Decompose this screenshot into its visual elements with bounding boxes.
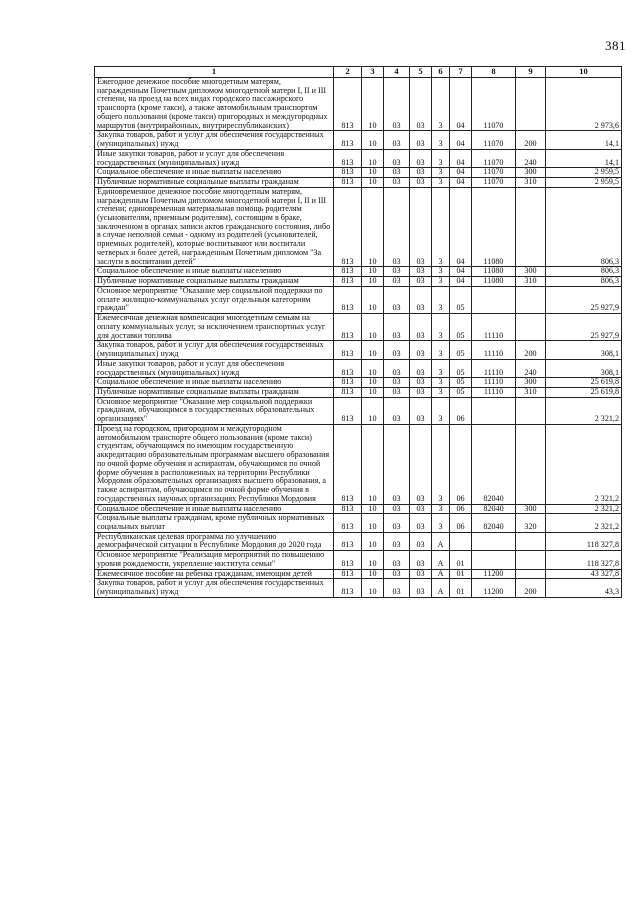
cell-expense-type [516,532,546,550]
cell-expense-type: 240 [516,149,546,167]
cell-section: 10 [362,277,384,287]
cell-direction: 11110 [472,387,516,397]
cell-section: 10 [362,397,384,424]
cell-section: 10 [362,532,384,550]
cell-subsection: 03 [384,314,410,341]
column-header: 10 [546,67,622,78]
cell-subsection: 03 [384,341,410,359]
cell-admin-code: 813 [334,551,362,569]
cell-amount: 806,3 [546,277,622,287]
cell-amount: 118 327,8 [546,551,622,569]
cell-program: 03 [410,131,432,149]
cell-direction: 11080 [472,267,516,277]
cell-subsection: 03 [384,187,410,267]
cell-admin-code: 813 [334,504,362,514]
cell-admin-code: 813 [334,387,362,397]
cell-section: 10 [362,424,384,504]
cell-section: 10 [362,387,384,397]
cell-subprogram: 3 [432,424,450,504]
cell-measure: 04 [450,267,472,277]
cell-expense-type [516,397,546,424]
cell-subsection: 03 [384,569,410,579]
row-description: Основное мероприятие "Оказание мер социальной поддержки гражданам, обучающимся в государственных образовательных организациях" [95,397,334,424]
cell-subprogram: 3 [432,131,450,149]
cell-amount: 308,1 [546,341,622,359]
cell-direction: 11110 [472,341,516,359]
row-description: Социальное обеспечение и иные выплаты населению [95,168,334,178]
cell-section: 10 [362,187,384,267]
cell-direction [472,286,516,313]
column-header: 5 [410,67,432,78]
cell-program: 03 [410,532,432,550]
cell-section: 10 [362,579,384,597]
cell-subsection: 03 [384,504,410,514]
cell-measure: 01 [450,569,472,579]
cell-subsection: 03 [384,532,410,550]
cell-measure: 01 [450,579,472,597]
cell-expense-type: 310 [516,277,546,287]
cell-program: 03 [410,359,432,377]
cell-subprogram: 3 [432,314,450,341]
cell-program: 03 [410,341,432,359]
cell-subsection: 03 [384,131,410,149]
cell-direction: 11080 [472,187,516,267]
row-description: Ежегодное денежное пособие многодетным матерям, награжденным Почетным дипломом многодетной матери I, II и III степени, на проезд на всех видах городского пассажирского транспорта (кроме такси), а также автомобильным транспортом общего пользования (кроме такси) пригородных и междугородных маршрутов (внутрирайонных, внутриреспубликанских) [95,78,334,131]
table-row [95,178,622,188]
cell-direction [472,397,516,424]
column-header: 7 [450,67,472,78]
cell-amount: 308,1 [546,359,622,377]
cell-admin-code: 813 [334,569,362,579]
cell-subsection: 03 [384,579,410,597]
row-description: Ежемесячная денежная компенсация многодетным семьям на оплату коммунальных услуг, за исключением транспортных услуг для доставки топлива [95,314,334,341]
row-description: Закупка товаров, работ и услуг для обеспечения государственных (муниципальных) нужд [95,341,334,359]
cell-direction: 11070 [472,149,516,167]
cell-measure: 06 [450,397,472,424]
cell-direction: 11070 [472,78,516,131]
cell-direction: 11110 [472,359,516,377]
cell-program: 03 [410,569,432,579]
cell-direction: 11110 [472,378,516,388]
cell-admin-code: 813 [334,78,362,131]
cell-section: 10 [362,341,384,359]
cell-section: 10 [362,131,384,149]
cell-admin-code: 813 [334,267,362,277]
cell-measure: 04 [450,78,472,131]
cell-subprogram: 3 [432,78,450,131]
table-row [95,78,622,131]
cell-admin-code: 813 [334,168,362,178]
cell-amount: 43 327,8 [546,569,622,579]
cell-admin-code: 813 [334,286,362,313]
cell-direction: 11080 [472,277,516,287]
row-description: Основное мероприятие "Реализация мероприятий по повышению уровня рождаемости, укрепление института семьи" [95,551,334,569]
cell-expense-type [516,424,546,504]
row-description: Публичные нормативные социальные выплаты гражданам [95,387,334,397]
row-description: Иные закупки товаров, работ и услуг для обеспечения государственных (муниципальных) нужд [95,149,334,167]
cell-admin-code: 813 [334,149,362,167]
cell-section: 10 [362,267,384,277]
cell-measure: 04 [450,131,472,149]
cell-expense-type: 300 [516,267,546,277]
row-description: Единовременное денежное пособие многодетным матерям, награжденным Почетным дипломом многодетной матери I, II и III степени; единовременная материальная помощь родителям (усыновителям, приемным родителям), состоящим в браке, заключенном в органах записи актов гражданского состояния, либо в случае неполной семьи - одному из родителей (усыновителей, приемных родителей), которые воспитывают или воспитали четверых и более детей, награжденным Почетным дипломом "За заслуги в воспитании детей" [95,187,334,267]
cell-admin-code: 813 [334,532,362,550]
cell-measure: 04 [450,178,472,188]
cell-program: 03 [410,387,432,397]
cell-subprogram: 3 [432,277,450,287]
cell-measure: 04 [450,168,472,178]
cell-expense-type: 310 [516,387,546,397]
cell-direction [472,551,516,569]
table-row [95,397,622,424]
cell-expense-type [516,286,546,313]
cell-expense-type: 240 [516,359,546,377]
cell-amount: 118 327,8 [546,532,622,550]
cell-subprogram: 3 [432,397,450,424]
cell-subprogram: 3 [432,514,450,532]
cell-section: 10 [362,149,384,167]
cell-program: 03 [410,78,432,131]
cell-measure: 05 [450,359,472,377]
cell-direction: 11070 [472,168,516,178]
table-row [95,579,622,597]
cell-subprogram: А [432,532,450,550]
cell-program: 03 [410,424,432,504]
cell-amount: 14,1 [546,149,622,167]
cell-measure: 05 [450,314,472,341]
cell-amount: 25 927,9 [546,314,622,341]
cell-section: 10 [362,168,384,178]
cell-amount: 806,3 [546,267,622,277]
table-row [95,277,622,287]
cell-admin-code: 813 [334,397,362,424]
row-description: Ежемесячное пособие на ребенка гражданам, имеющим детей [95,569,334,579]
cell-amount: 2 321,2 [546,504,622,514]
table-row [95,387,622,397]
row-description: Закупка товаров, работ и услуг для обеспечения государственных (муниципальных) нужд [95,579,334,597]
table-row [95,424,622,504]
cell-subprogram: 3 [432,178,450,188]
row-description: Республиканская целевая программа по улучшению демографической ситуации в Республике Мордовия до 2020 года [95,532,334,550]
cell-subsection: 03 [384,551,410,569]
page-number: 381 [605,38,626,53]
cell-subprogram: 3 [432,267,450,277]
cell-subsection: 03 [384,514,410,532]
cell-subprogram: 3 [432,149,450,167]
cell-direction: 82040 [472,424,516,504]
cell-measure: 06 [450,514,472,532]
row-description: Социальные выплаты гражданам, кроме публичных нормативных социальных выплат [95,514,334,532]
cell-section: 10 [362,178,384,188]
row-description: Социальное обеспечение и иные выплаты населению [95,504,334,514]
column-header: 3 [362,67,384,78]
cell-subprogram: 3 [432,286,450,313]
cell-subsection: 03 [384,78,410,131]
cell-program: 03 [410,551,432,569]
cell-subprogram: 3 [432,341,450,359]
cell-admin-code: 813 [334,378,362,388]
cell-measure: 04 [450,149,472,167]
column-header: 6 [432,67,450,78]
row-description: Публичные нормативные социальные выплаты гражданам [95,277,334,287]
column-header: 9 [516,67,546,78]
cell-subsection: 03 [384,387,410,397]
row-description: Закупка товаров, работ и услуг для обеспечения государственных (муниципальных) нужд [95,131,334,149]
cell-subsection: 03 [384,168,410,178]
cell-expense-type [516,314,546,341]
cell-measure: 05 [450,341,472,359]
cell-amount: 2 321,2 [546,424,622,504]
cell-program: 03 [410,504,432,514]
row-description: Основное мероприятие "Оказание мер социальной поддержки по оплате жилищно-коммунальных услуг отдельным категориям граждан" [95,286,334,313]
cell-program: 03 [410,187,432,267]
cell-expense-type: 310 [516,178,546,188]
cell-subsection: 03 [384,424,410,504]
cell-measure: 01 [450,551,472,569]
cell-expense-type [516,78,546,131]
cell-amount: 25 619,8 [546,387,622,397]
budget-table [94,66,622,598]
column-header: 2 [334,67,362,78]
row-description: Публичные нормативные социальные выплаты гражданам [95,178,334,188]
cell-program: 03 [410,178,432,188]
cell-program: 03 [410,286,432,313]
cell-program: 03 [410,397,432,424]
cell-subsection: 03 [384,397,410,424]
column-header: 1 [95,67,334,78]
cell-expense-type: 300 [516,168,546,178]
cell-admin-code: 813 [334,579,362,597]
cell-measure: 04 [450,187,472,267]
table-row [95,551,622,569]
cell-expense-type: 320 [516,514,546,532]
cell-direction: 11110 [472,314,516,341]
cell-amount: 2 959,5 [546,178,622,188]
cell-section: 10 [362,514,384,532]
cell-admin-code: 813 [334,514,362,532]
cell-expense-type: 200 [516,579,546,597]
cell-program: 03 [410,514,432,532]
cell-measure: 05 [450,378,472,388]
cell-section: 10 [362,504,384,514]
cell-amount: 2 321,2 [546,397,622,424]
column-header: 8 [472,67,516,78]
cell-direction: 11200 [472,579,516,597]
cell-expense-type: 200 [516,341,546,359]
cell-amount: 14,1 [546,131,622,149]
cell-admin-code: 813 [334,341,362,359]
table-row [95,341,622,359]
table-row [95,359,622,377]
cell-program: 03 [410,168,432,178]
row-description: Проезд на городском, пригородном и междугородном автомобильном транспорте общего пользования (кроме такси) студентам, обучающимся по имеющим государственную аккредитацию образовательным программам высшего образования по очной форме обучения и аспирантам, обучающимся по очной форме обучения в расположенных на территории Республики Мордовия образовательных организациях высшего образования, а также аспирантам, обучающимся по очной форме обучения в государственных научных организациях Республики Мордовия [95,424,334,504]
cell-expense-type: 300 [516,378,546,388]
cell-admin-code: 813 [334,187,362,267]
cell-expense-type [516,569,546,579]
cell-section: 10 [362,378,384,388]
cell-expense-type: 300 [516,504,546,514]
cell-direction: 11200 [472,569,516,579]
cell-subprogram: 3 [432,359,450,377]
cell-program: 03 [410,314,432,341]
cell-section: 10 [362,551,384,569]
cell-amount: 25 927,9 [546,286,622,313]
cell-measure [450,532,472,550]
cell-amount: 43,3 [546,579,622,597]
cell-admin-code: 813 [334,277,362,287]
table-row [95,149,622,167]
row-description: Социальное обеспечение и иные выплаты населению [95,267,334,277]
cell-amount: 25 619,8 [546,378,622,388]
cell-section: 10 [362,78,384,131]
cell-admin-code: 813 [334,359,362,377]
cell-subprogram: 3 [432,504,450,514]
cell-direction: 11070 [472,131,516,149]
cell-subprogram: А [432,569,450,579]
table-header-row [95,67,622,78]
cell-program: 03 [410,579,432,597]
cell-admin-code: 813 [334,131,362,149]
cell-amount: 2 959,5 [546,168,622,178]
cell-subprogram: А [432,551,450,569]
cell-subsection: 03 [384,378,410,388]
cell-subsection: 03 [384,286,410,313]
cell-subsection: 03 [384,267,410,277]
table-row [95,532,622,550]
cell-amount: 2 321,2 [546,514,622,532]
table-row [95,314,622,341]
cell-subprogram: 3 [432,168,450,178]
cell-program: 03 [410,267,432,277]
cell-amount: 2 973,6 [546,78,622,131]
cell-section: 10 [362,359,384,377]
cell-measure: 05 [450,286,472,313]
cell-program: 03 [410,149,432,167]
cell-expense-type: 200 [516,131,546,149]
table-row [95,286,622,313]
cell-subsection: 03 [384,277,410,287]
table-row [95,131,622,149]
cell-expense-type [516,551,546,569]
cell-amount: 806,3 [546,187,622,267]
cell-program: 03 [410,378,432,388]
cell-subsection: 03 [384,149,410,167]
cell-expense-type [516,187,546,267]
cell-direction [472,532,516,550]
cell-program: 03 [410,277,432,287]
row-description: Социальное обеспечение и иные выплаты населению [95,378,334,388]
cell-subprogram: А [432,579,450,597]
cell-admin-code: 813 [334,178,362,188]
cell-subprogram: 3 [432,387,450,397]
cell-section: 10 [362,569,384,579]
table-body [95,78,622,598]
cell-admin-code: 813 [334,424,362,504]
row-description: Иные закупки товаров, работ и услуг для обеспечения государственных (муниципальных) нужд [95,359,334,377]
cell-measure: 04 [450,277,472,287]
cell-section: 10 [362,314,384,341]
table-row [95,514,622,532]
cell-direction: 82040 [472,504,516,514]
cell-subsection: 03 [384,359,410,377]
column-header: 4 [384,67,410,78]
cell-measure: 06 [450,424,472,504]
cell-admin-code: 813 [334,314,362,341]
table-row [95,187,622,267]
cell-direction: 82040 [472,514,516,532]
cell-subprogram: 3 [432,187,450,267]
cell-subprogram: 3 [432,378,450,388]
cell-section: 10 [362,286,384,313]
cell-direction: 11070 [472,178,516,188]
cell-subsection: 03 [384,178,410,188]
cell-measure: 05 [450,387,472,397]
cell-measure: 06 [450,504,472,514]
table-row [95,378,622,388]
